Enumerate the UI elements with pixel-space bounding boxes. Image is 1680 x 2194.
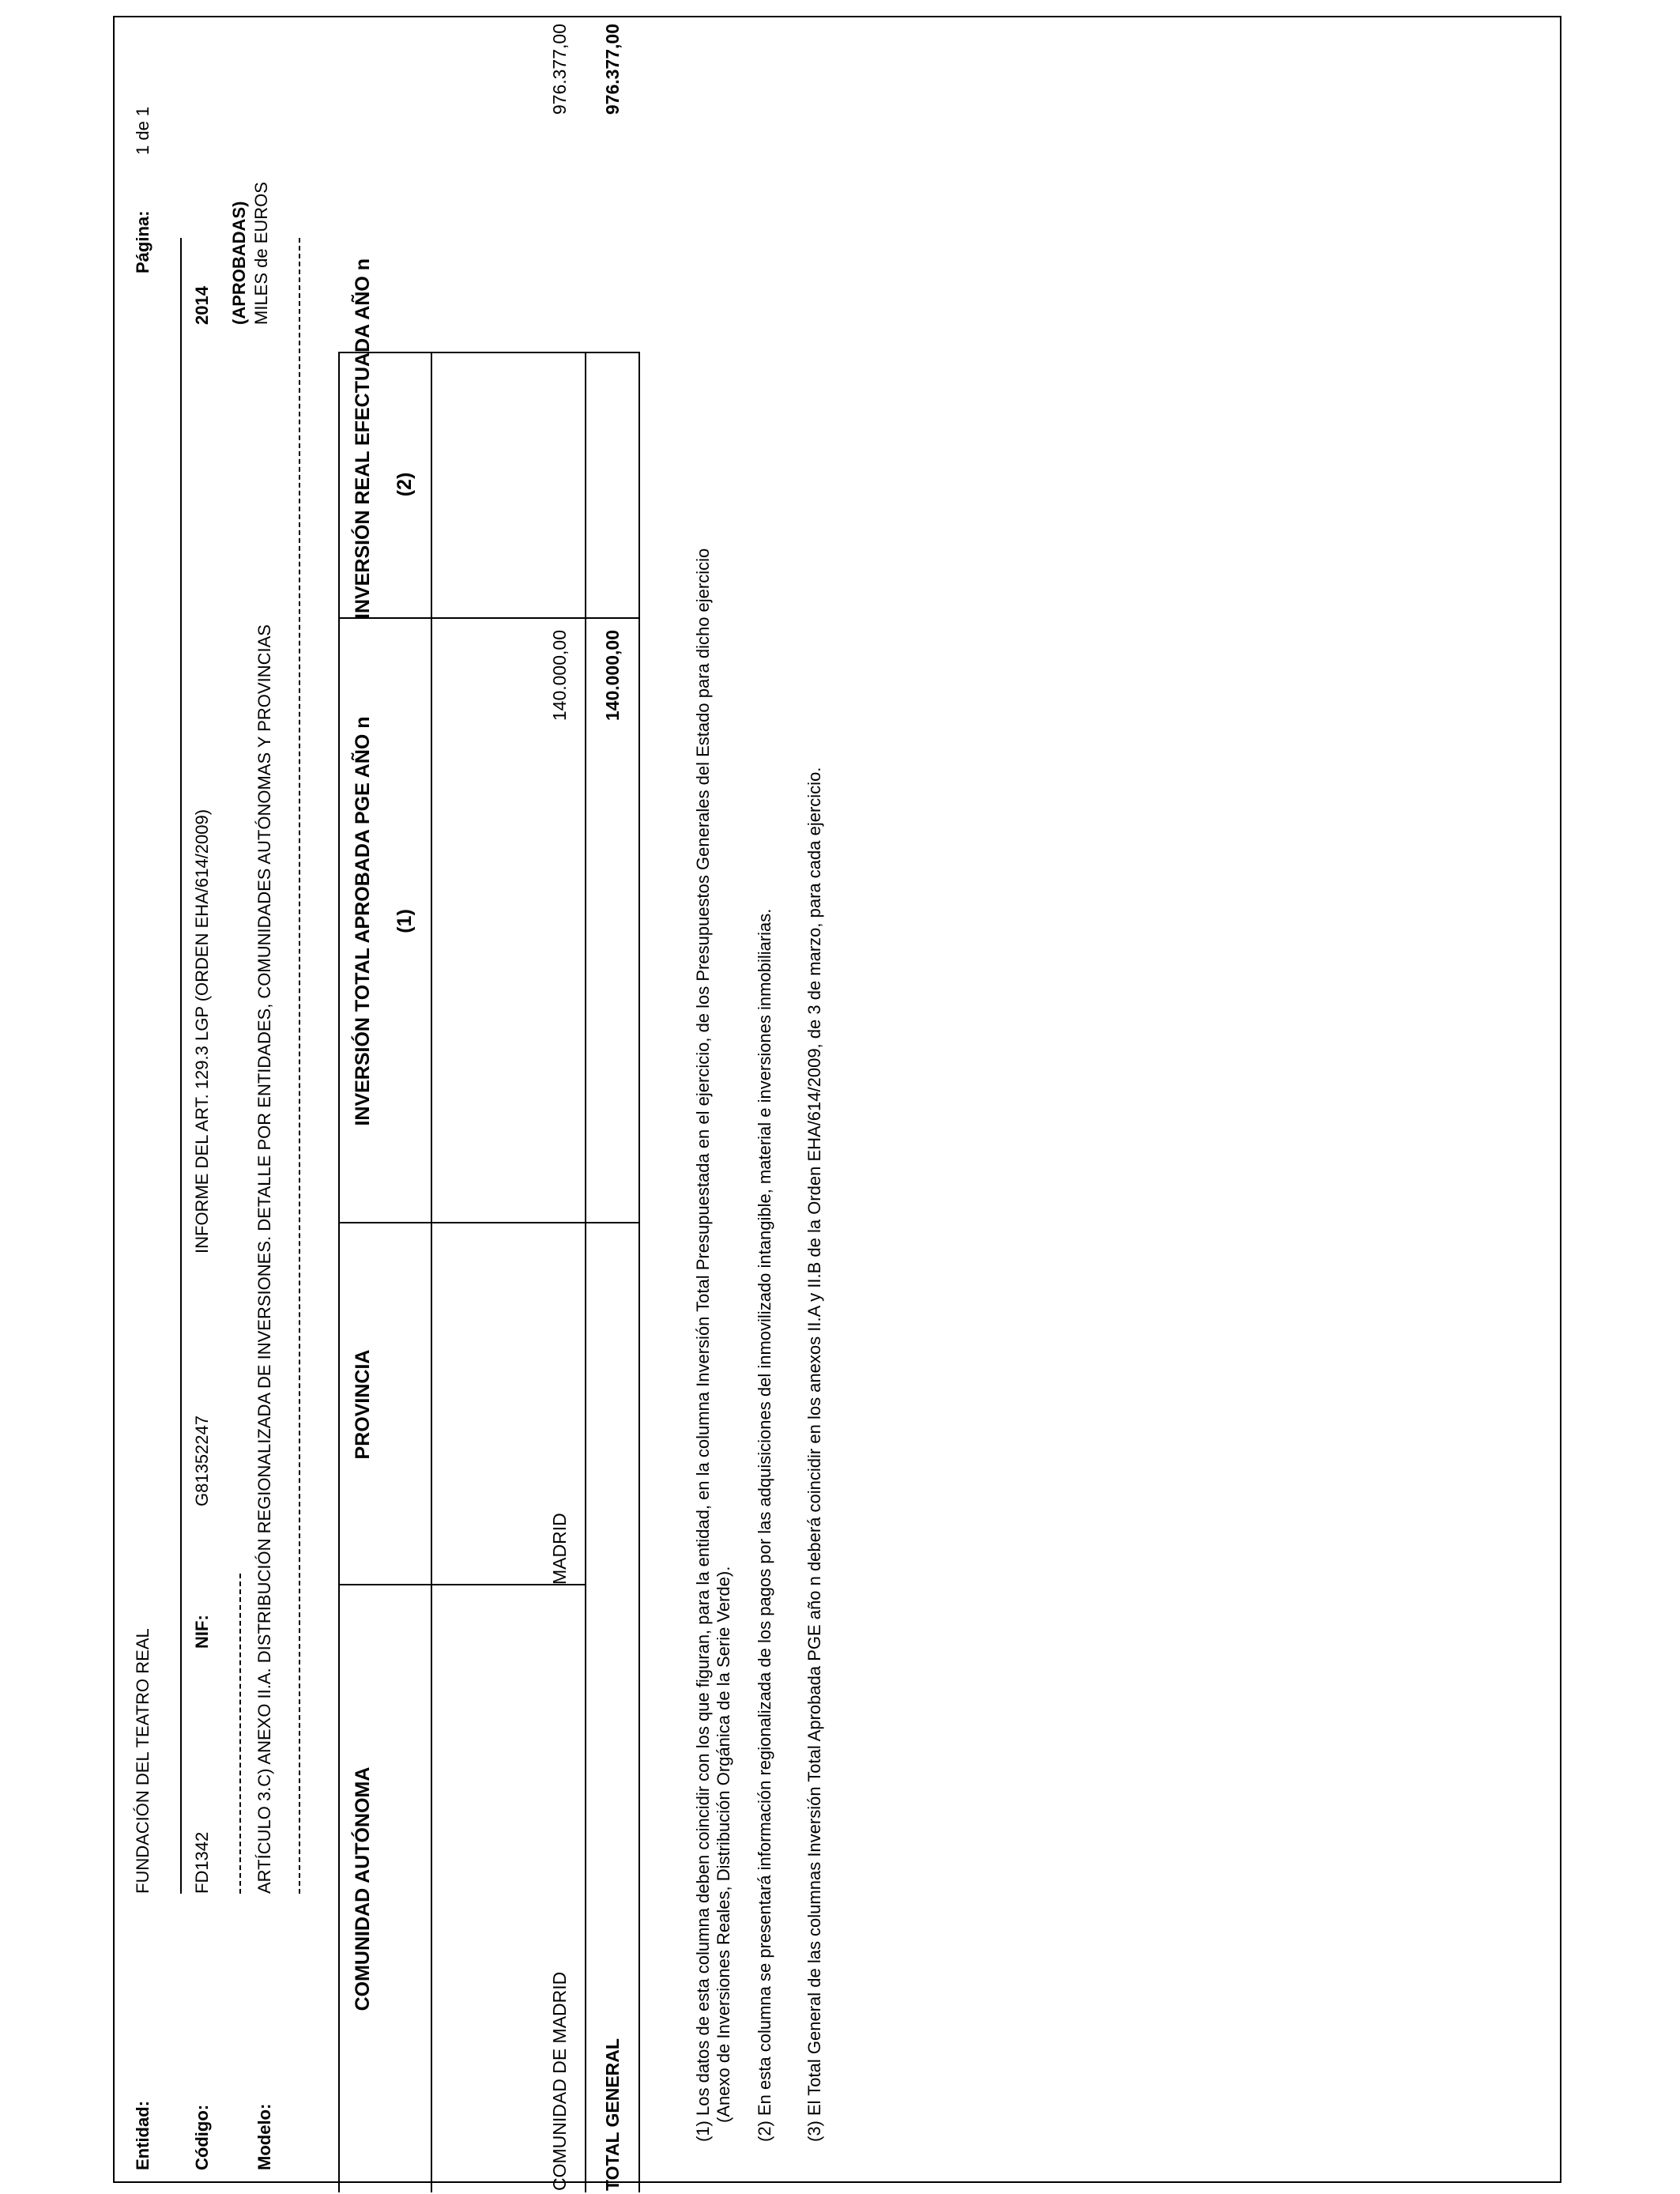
col-header-inversion-total: INVERSIÓN TOTAL APROBADA PGE AÑO n [352,716,374,1126]
informe-title: INFORME DEL ART. 129.3 LGP (ORDEN EHA/614/2009) [192,809,212,1253]
table-row-inversion-real: 976.377,00 [549,24,570,115]
col-divider-1 [338,1584,585,1585]
codigo-dashed-line [239,1574,241,1894]
entidad-label: Entidad: [133,2101,153,2170]
pagina-label: Página: [133,210,153,273]
codigo-label: Código: [192,2104,212,2170]
modelo-label: Modelo: [254,2103,274,2170]
table-row-inversion-total: 140.000,00 [549,630,570,722]
aprobadas: (APROBADAS) [229,201,249,325]
table-row-comunidad: COMUNIDAD DE MADRID [549,1971,570,2191]
nif-label: NIF: [192,1615,212,1649]
col-header-comunidad: COMUNIDAD AUTÓNOMA [352,1766,374,2011]
total-inversion-real: 976.377,00 [602,24,623,115]
year: 2014 [192,286,212,325]
modelo-value: ARTÍCULO 3.C) ANEXO II.A. DISTRIBUCIÓN REGIONALIZADA DE INVERSIONES. DETALLE POR ENTIDADES, COMUNIDADES AUTÓNOMAS Y PROVINCIAS [254,624,274,1894]
note-1-line-2: (Anexo de Inversiones Reales, Distribución Orgánica de la Serie Verde). [714,1566,733,2123]
table-row-bottom-line [585,352,586,2192]
table-bottom-line [638,352,640,2192]
modelo-dashed-line [299,238,300,1894]
entidad-value: FUNDACIÓN DEL TEATRO REAL [133,1628,153,1894]
col-header-inversion-real: INVERSIÓN REAL EFECTUADA AÑO n [352,258,374,619]
pagina-value: 1 de 1 [133,106,153,155]
col-header-provincia: PROVINCIA [352,1349,374,1460]
units: MILES de EUROS [251,182,271,325]
col-divider-3 [338,617,638,619]
note-3: (3) El Total General de las columnas Inversión Total Aprobada PGE año n deberá coincidir en los anexos II.A y II.B de la Orden EHA/614/2009, de 3 de marzo, para cada ejercicio. [804,767,824,2142]
table-top-line [338,352,340,2192]
codigo-value: FD1342 [192,1831,212,1894]
col-divider-2 [338,1222,638,1223]
nif-value: G81352247 [192,1416,212,1506]
table-row-provincia: MADRID [549,1513,570,1585]
total-inversion-total: 140.000,00 [602,630,623,722]
col-header-inversion-total-note: (1) [394,909,416,933]
note-2: (2) En esta columna se presentará información regionalizada de los pagos por las adquisiciones del inmovilizado intangible, material e inversiones inmobiliarias. [755,908,774,2142]
total-label: TOTAL GENERAL [602,2038,623,2191]
col-divider-4 [338,352,638,353]
col-header-inversion-real-note: (2) [394,472,416,497]
codigo-underline [180,238,182,1894]
note-1-line-1: (1) Los datos de esta columna deben coincidir con los que figuran, para la entidad, en la columna Inversión Total Presupuestada en el ejercicio, de los Presupuestos Generales del Estado para dicho ejercicio [693,548,713,2142]
table-header-bottom-line [431,352,432,2192]
